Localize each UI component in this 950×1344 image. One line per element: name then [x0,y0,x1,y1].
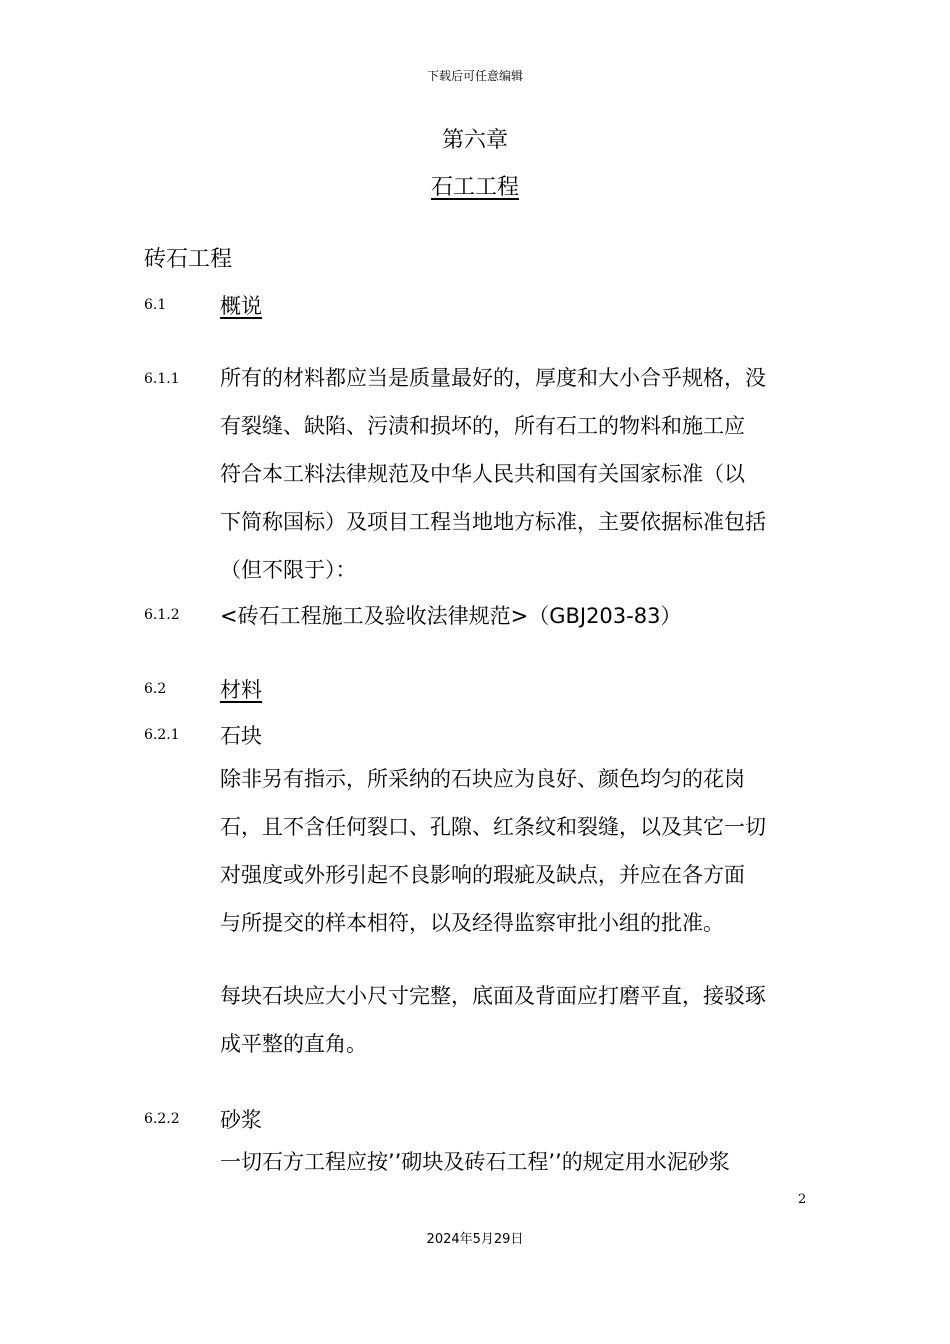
chapter-title: 石工工程 [430,175,519,200]
clause-number-6-1-1: 6.1.1 [144,371,180,387]
footer-date: 2024年5月29日 [426,1232,524,1247]
clause-title-6-2: 材料 [220,678,262,702]
text-line: 对强度或外形引起不良影响的瑕疵及缺点，并应在各方面 [220,863,745,887]
text-line: 成平整的直角。 [220,1032,367,1056]
clause-body-6-2-2 [220,1138,810,1186]
clause-number-6-2-1: 6.2.1 [144,727,180,743]
chapter-number: 第六章 [441,128,508,153]
text-line: 所有的材料都应当是质量最好的，厚度和大小合乎规格，没 [220,366,766,390]
clause-body-6-2-1-p2 [220,972,810,1068]
clause-title-6-1: 概说 [220,294,262,318]
text-line: 有裂缝、缺陷、污渍和损坏的，所有石工的物料和施工应 [220,414,745,438]
text-line: 下简称国标）及项目工程当地地方标准，主要依据标准包括 [220,510,766,534]
clause-body-6-2-1-p1 [220,755,810,947]
text-line: 每块石块应大小尺寸完整，底面及背面应打磨平直，接驳琢 [220,984,766,1008]
clause-number-6-1-2: 6.1.2 [144,607,180,623]
clause-body-6-1-1 [220,354,810,594]
clause-number-6-2-2: 6.2.2 [144,1111,180,1127]
page-header: 下载后可任意编辑 [426,69,523,83]
clause-number-6-1: 6.1 [144,297,167,313]
section-title: 砖石工程 [144,247,233,272]
text-line: 石，且不含任何裂口、孔隙、红条纹和裂缝，以及其它一切 [220,815,766,839]
page-number: 2 [798,1192,807,1207]
text-line: （但不限于）： [220,558,357,582]
clause-number-6-2: 6.2 [144,681,167,697]
text-line: 一切石方工程应按’’砌块及砖石工程’’的规定用水泥砂浆 [220,1150,730,1174]
text-line: 与所提交的样本相符，以及经得监察审批小组的批准。 [220,911,724,935]
text-line: 除非另有指示，所采纳的石块应为良好、颜色均匀的花岗 [220,767,745,791]
text-line: 符合本工料法律规范及中华人民共和国有关国家标准（以 [220,462,745,486]
clause-text-6-1-2: <砖石工程施工及验收法律规范>（GBJ203-83） [220,604,682,628]
clause-title-6-2-1: 石块 [220,724,262,748]
clause-title-6-2-2: 砂浆 [220,1108,262,1132]
